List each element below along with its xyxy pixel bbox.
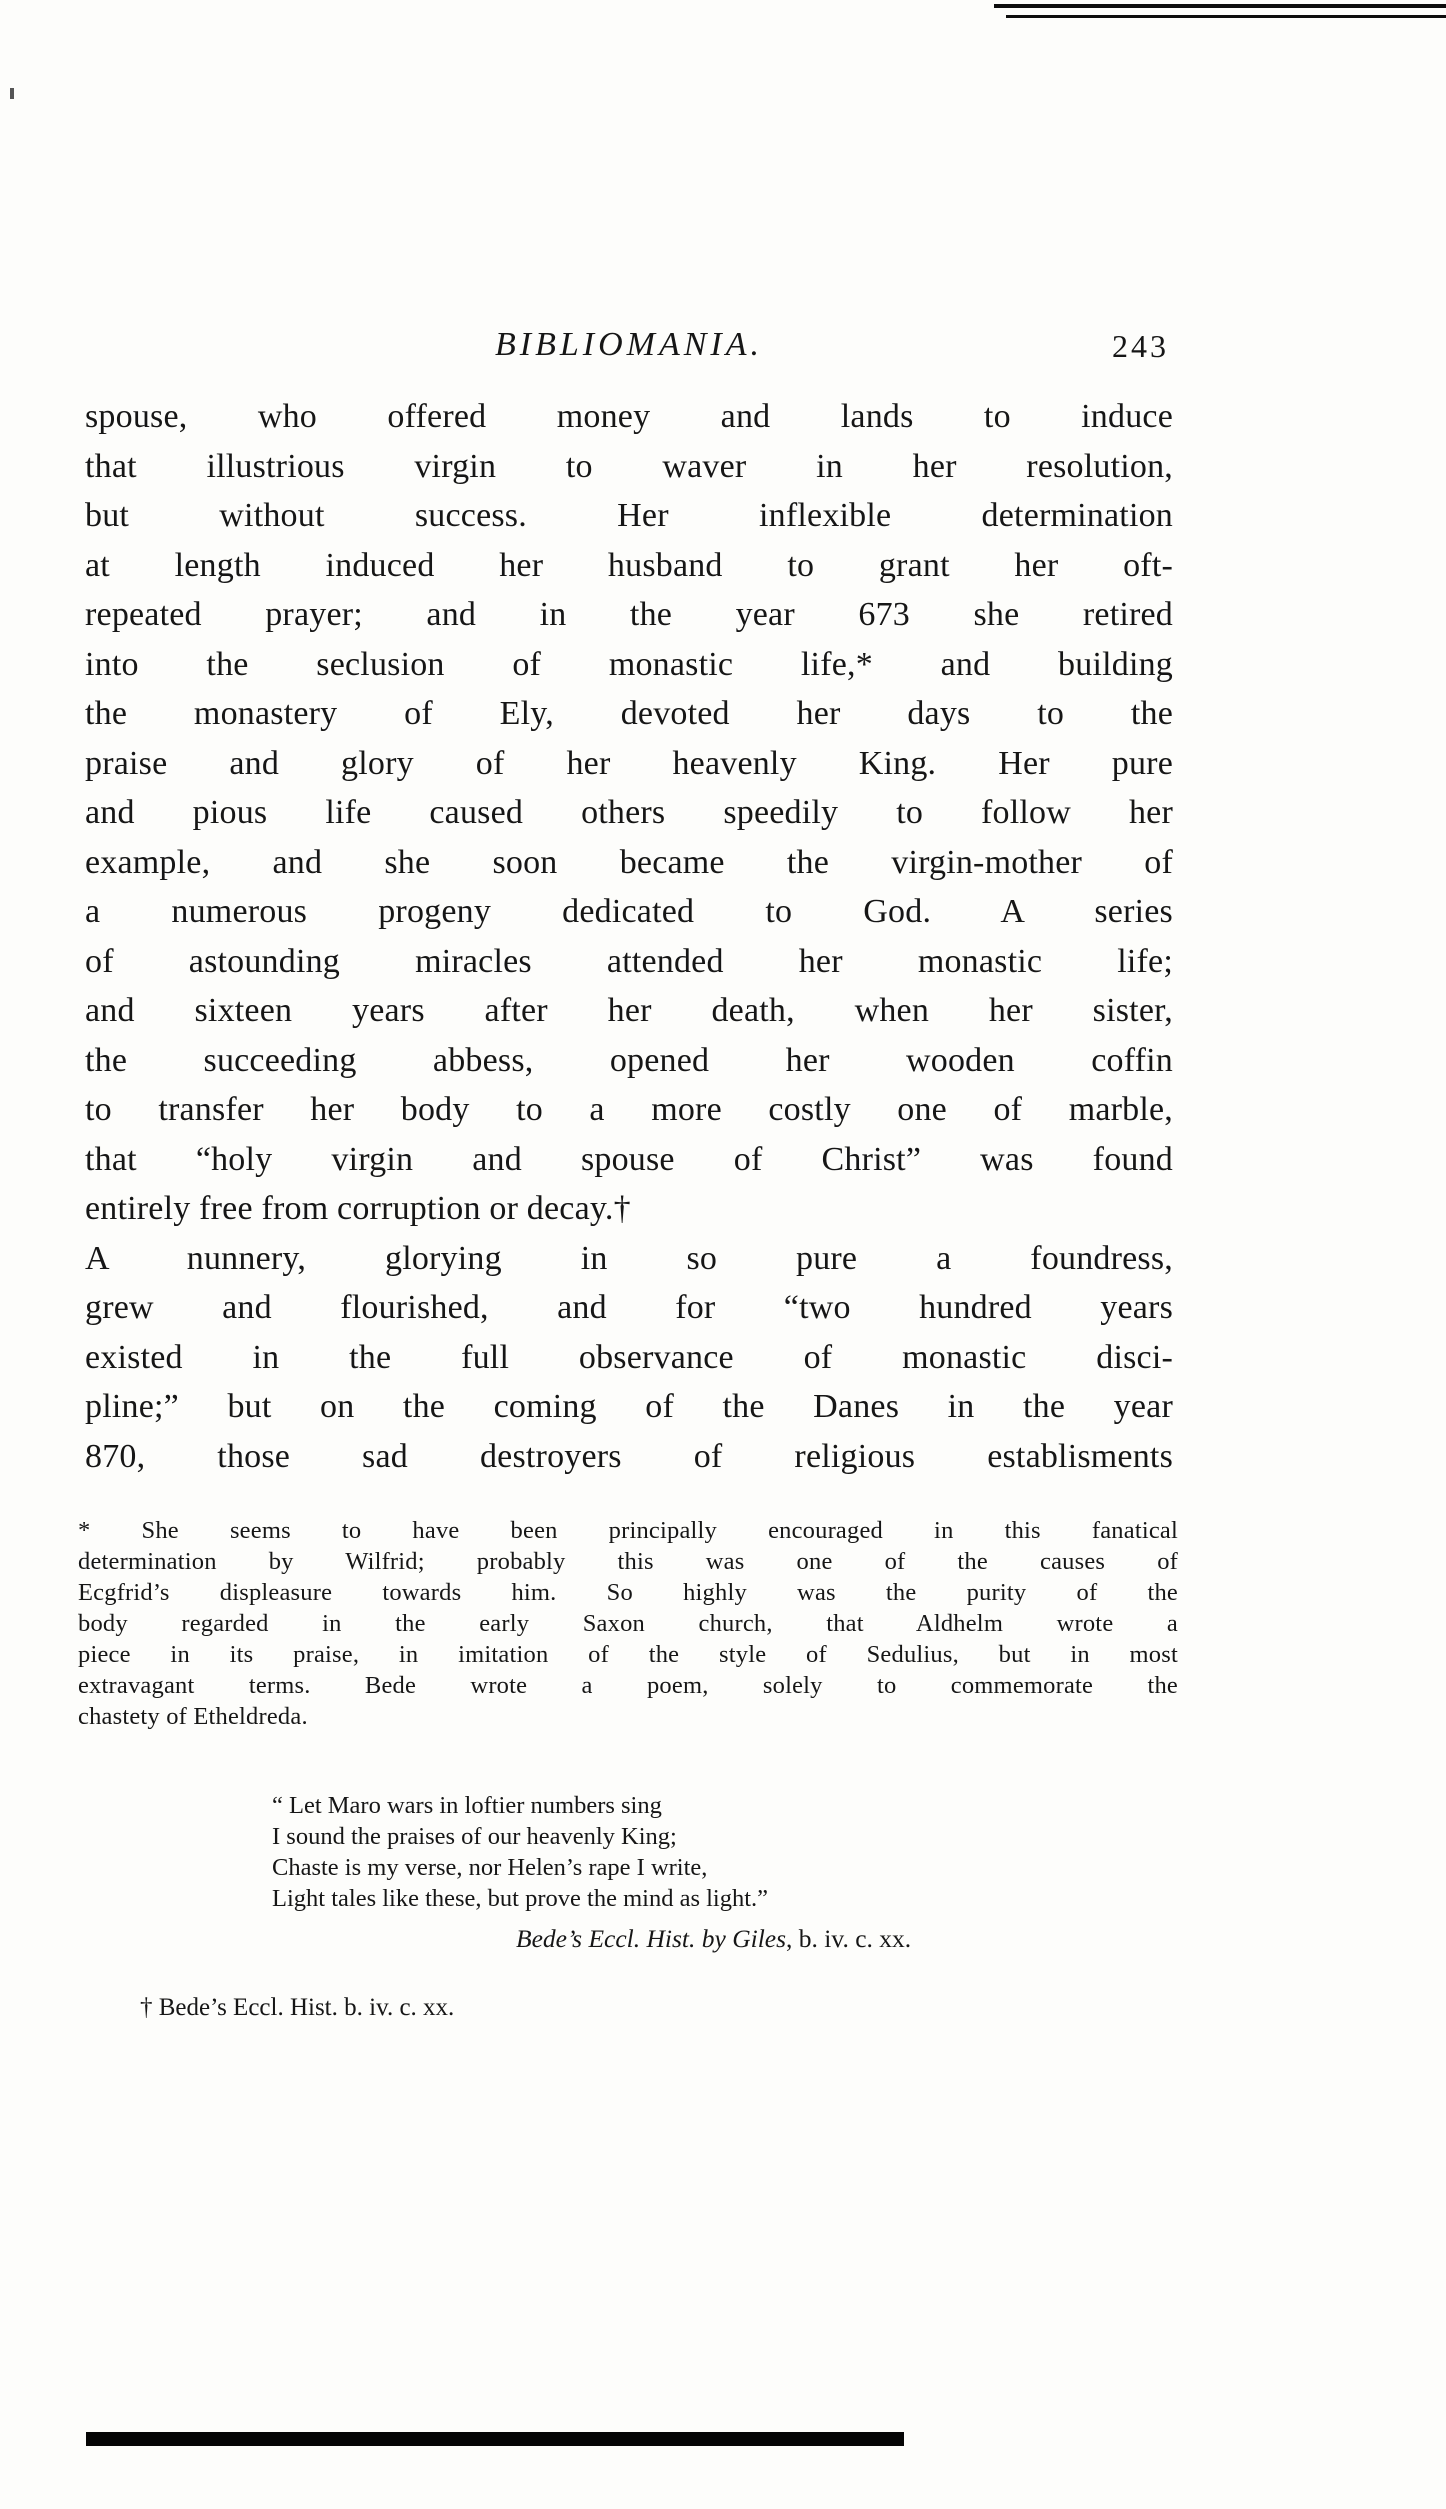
footnote-line: chastety of Etheldreda. xyxy=(78,1703,308,1730)
verse-attribution xyxy=(516,1924,911,1954)
text-line: repeated prayer; and in the year 673 she retired xyxy=(85,596,1173,633)
verse-line: Chaste is my verse, nor Helen’s rape I write, xyxy=(272,1854,708,1881)
paragraph-1 xyxy=(85,392,1173,1234)
text-line: at length induced her husband to grant her oft- xyxy=(85,546,1173,584)
text-line: that illustrious virgin to waver in her resolution, xyxy=(85,447,1173,485)
verse-line: I sound the praises of our heavenly King; xyxy=(272,1823,677,1850)
verse-line: Light tales like these, but prove the mind as light.” xyxy=(272,1885,769,1912)
verse-line: “ Let Maro wars in loftier numbers sing xyxy=(272,1792,662,1819)
attribution-source: Bede’s Eccl. Hist. by Giles xyxy=(516,1924,787,1953)
scan-top-rule-upper xyxy=(994,4,1446,8)
page-number: 243 xyxy=(1112,328,1169,364)
text-line: existed in the full observance of monastic disci- xyxy=(85,1338,1173,1376)
text-line: grew and flourished, and for “two hundred years xyxy=(85,1289,1173,1326)
text-line: a numerous progeny dedicated to God. A series xyxy=(85,893,1173,930)
page-title: BIBLIOMANIA. xyxy=(494,326,763,363)
footnote-line: piece in its praise, in imitation of the style of Sedulius, but in most xyxy=(78,1641,1178,1668)
text-line: of astounding miracles attended her monastic life; xyxy=(85,942,1173,980)
text-line: entirely free from corruption or decay.† xyxy=(85,1190,631,1227)
text-line: the succeeding abbess, opened her wooden coffin xyxy=(85,1041,1173,1079)
text-line: 870, those sad destroyers of religious establisments xyxy=(85,1437,1173,1475)
paragraph-2 xyxy=(85,1234,1173,1482)
footnote-line: body regarded in the early Saxon church, that Aldhelm wrote a xyxy=(78,1610,1178,1637)
text-line: to transfer her body to a more costly one of marble, xyxy=(85,1091,1173,1128)
footnote-line: determination by Wilfrid; probably this was one of the causes of xyxy=(78,1548,1178,1575)
text-line: example, and she soon became the virgin-mother of xyxy=(85,843,1173,881)
attribution-citation: , b. iv. c. xx. xyxy=(786,1924,912,1953)
verse-quotation xyxy=(272,1790,1032,1914)
text-line: and pious life caused others speedily to follow her xyxy=(85,794,1173,831)
footnote-dagger: † Bede’s Eccl. Hist. b. iv. c. xx. xyxy=(140,1994,455,2021)
scan-ink-speck xyxy=(10,88,14,99)
text-line: the monastery of Ely, devoted her days to the xyxy=(85,695,1173,732)
footnote-line: extravagant terms. Bede wrote a poem, solely to commemorate the xyxy=(78,1672,1178,1699)
text-line: pline;” but on the coming of the Danes in the year xyxy=(85,1388,1173,1425)
body-text xyxy=(85,392,1173,1481)
text-line: praise and glory of her heavenly King. Her pure xyxy=(85,744,1173,782)
footnote-line: Ecgfrid’s displeasure towards him. So highly was the purity of the xyxy=(78,1579,1178,1606)
text-line: that “holy virgin and spouse of Christ” was found xyxy=(85,1140,1173,1178)
scan-bottom-bar xyxy=(86,2432,904,2446)
text-line: into the seclusion of monastic life,* and building xyxy=(85,645,1173,683)
scan-top-rule-lower xyxy=(1006,15,1446,18)
text-line: and sixteen years after her death, when her sister, xyxy=(85,992,1173,1029)
text-line: spouse, who offered money and lands to induce xyxy=(85,398,1173,435)
text-line: A nunnery, glorying in so pure a foundress, xyxy=(85,1239,1173,1277)
footnote-asterisk xyxy=(78,1515,1178,1732)
running-head xyxy=(85,326,1173,364)
text-line: but without success. Her inflexible determination xyxy=(85,497,1173,534)
footnote-line: * She seems to have been principally encouraged in this fanatical xyxy=(78,1517,1178,1544)
